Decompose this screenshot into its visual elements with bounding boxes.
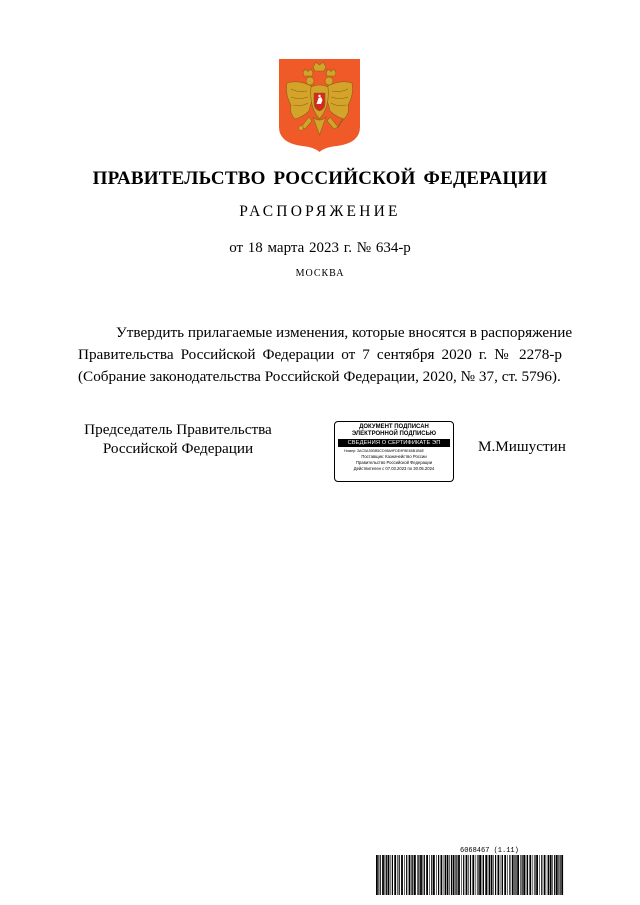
order-text (78, 322, 573, 388)
date-and-number: от 18 марта 2023 г. № 634-р (229, 240, 411, 256)
city-name: МОСКВА (295, 268, 345, 279)
stamp-validity: Действителен с 07.03.2023 по 30.05.2024 (353, 466, 435, 471)
coat-of-arms-icon (277, 57, 362, 152)
stamp-line-2: ЭЛЕКТРОННОЙ ПОДПИСЬЮ (351, 431, 437, 437)
government-title: ПРАВИТЕЛЬСТВО РОССИЙСКОЙ ФЕДЕРАЦИИ (92, 168, 548, 189)
stamp-owner: Правительство Российской Федерации (355, 460, 433, 465)
electronic-signature-stamp (334, 421, 454, 482)
order-text-line-2: Правительства Российской Федерации от 7 сентября 2020 г. № 2278-р (78, 346, 562, 363)
document-type: РАСПОРЯЖЕНИЕ (239, 203, 401, 220)
signer-position (78, 420, 278, 458)
stamp-line-1: ДОКУМЕНТ ПОДПИСАН (359, 424, 429, 430)
barcode-icon (376, 855, 564, 895)
signer-position-line-2: Российской Федерации (102, 440, 254, 457)
order-text-line-3: (Собрание законодательства Российской Федерации, 2020, № 37, ст. 5796). (78, 368, 561, 385)
stamp-certificate-band: СВЕДЕНИЯ О СЕРТИФИКАТЕ ЭП (338, 439, 450, 447)
signer-position-line-1: Председатель Правительства (84, 421, 272, 438)
document-code: 6068467 (1.11) (460, 847, 519, 855)
stamp-supplier: Поставщик: Казначейство России (361, 454, 427, 459)
order-text-line-1: Утвердить прилагаемые изменения, которые вносятся в распоряжение (116, 324, 573, 341)
signer-name: М.Мишустин (478, 438, 566, 455)
stamp-certificate-number: Номер: 3AC0A39DB5CD98A9FDE9F8E65B1B6E (344, 449, 424, 453)
